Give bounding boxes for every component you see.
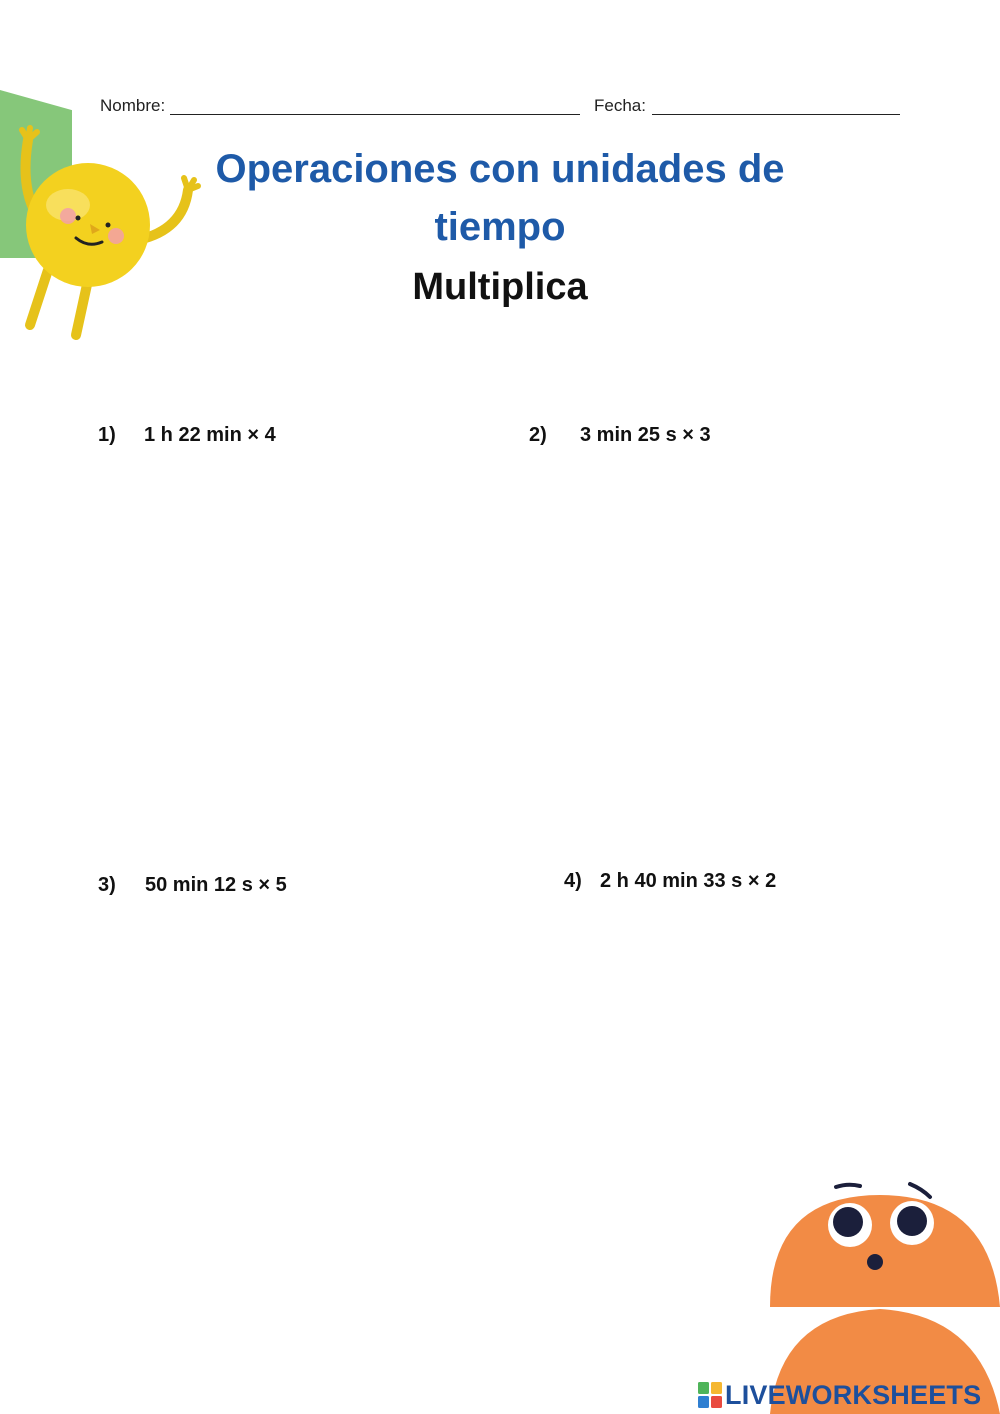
problem-expression: 3 min 25 s × 3 bbox=[580, 424, 711, 446]
header-row bbox=[100, 96, 900, 120]
problem-expression: 2 h 40 min 33 s × 2 bbox=[600, 870, 777, 892]
logo-text: LIVEWORKSHEETS bbox=[725, 1380, 982, 1410]
problem-number: 4) bbox=[564, 870, 582, 892]
problem-1 bbox=[98, 424, 276, 447]
liveworksheets-logo bbox=[698, 1378, 981, 1412]
problem-expression: 50 min 12 s × 5 bbox=[145, 874, 287, 896]
name-label: Nombre: bbox=[100, 96, 166, 115]
liveworksheets-logo-icon bbox=[698, 1382, 722, 1408]
problem-number: 3) bbox=[98, 874, 116, 896]
date-label: Fecha: bbox=[594, 96, 646, 115]
problem-expression: 1 h 22 min × 4 bbox=[144, 424, 276, 446]
date-field[interactable] bbox=[652, 114, 900, 115]
page-subtitle: Multiplica bbox=[412, 266, 588, 308]
problem-3 bbox=[98, 874, 287, 897]
problem-number: 1) bbox=[98, 424, 116, 446]
problem-4 bbox=[564, 870, 776, 893]
page-title: Operaciones con unidades de tiempo bbox=[215, 147, 785, 249]
name-field[interactable] bbox=[170, 114, 580, 115]
problem-number: 2) bbox=[529, 424, 547, 446]
problem-2 bbox=[529, 424, 711, 447]
